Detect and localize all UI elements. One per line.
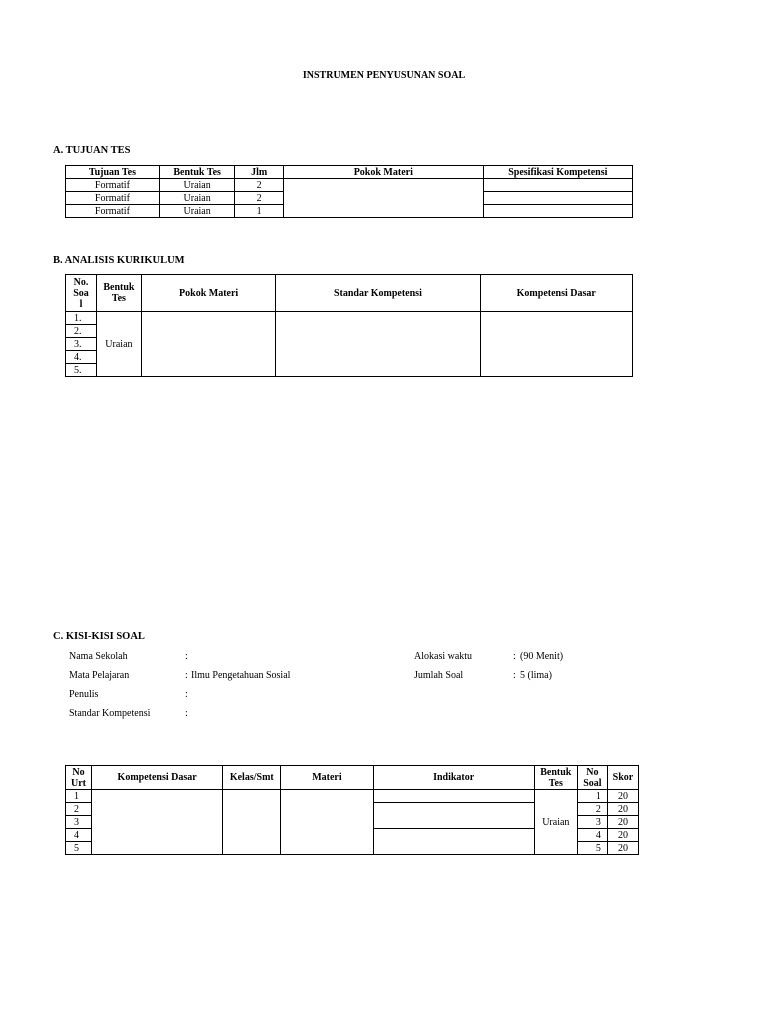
- table-cell: Uraian: [159, 179, 235, 192]
- info-label: Jumlah Soal: [414, 670, 464, 681]
- table-header-row: [66, 166, 633, 179]
- info-value: Ilmu Pengetahuan Sosial: [191, 670, 291, 681]
- skor-cell: 20: [607, 803, 638, 816]
- header-cell: Standar Kompetensi: [276, 275, 480, 312]
- no-soal-cell: 5: [577, 842, 607, 855]
- info-label: Standar Kompetensi: [69, 708, 151, 719]
- table-cell: [483, 205, 632, 218]
- indikator-cell: [373, 790, 534, 803]
- no-soal-cell: 3: [577, 816, 607, 829]
- number-cell: 4.: [66, 351, 97, 364]
- table-cell: Formatif: [66, 192, 160, 205]
- kompetensi-dasar-cell: [480, 312, 633, 377]
- no-urut-cell: 5: [66, 842, 92, 855]
- kompetensi-dasar-cell: [92, 790, 223, 855]
- info-label: Alokasi waktu: [414, 651, 473, 662]
- number-cell: 1.: [66, 312, 97, 325]
- pokok-materi-cell: [141, 312, 275, 377]
- header-cell: Bentuk Tes: [96, 275, 141, 312]
- info-value: (90 Menit): [520, 651, 564, 662]
- info-colon: :: [513, 651, 516, 662]
- materi-cell: [281, 790, 373, 855]
- pokok-materi-cell: [283, 179, 483, 218]
- table-cell: Formatif: [66, 205, 160, 218]
- bentuk-tes-cell: Uraian: [534, 790, 577, 855]
- no-urut-cell: 1: [66, 790, 92, 803]
- table-cell: Formatif: [66, 179, 160, 192]
- table-header-row: [66, 766, 639, 790]
- skor-cell: 20: [607, 829, 638, 842]
- header-cell: No Urt: [66, 766, 92, 790]
- header-cell: No. Soa l: [66, 275, 97, 312]
- no-urut-cell: 3: [66, 816, 92, 829]
- section-b-heading: B. ANALISIS KURIKULUM: [53, 255, 185, 266]
- header-cell: Materi: [281, 766, 373, 790]
- info-colon: :: [185, 670, 188, 681]
- header-cell: Kelas/Smt: [223, 766, 281, 790]
- table-row: [66, 179, 633, 192]
- bentuk-tes-cell: Uraian: [96, 312, 141, 377]
- standar-kompetensi-cell: [276, 312, 480, 377]
- header-cell: Spesifikasi Kompetensi: [483, 166, 632, 179]
- no-soal-cell: 4: [577, 829, 607, 842]
- section-c-heading: C. KISI-KISI SOAL: [53, 631, 145, 642]
- number-cell: 2.: [66, 325, 97, 338]
- header-cell: Tujuan Tes: [66, 166, 160, 179]
- table-cell: [483, 179, 632, 192]
- document-title: INSTRUMEN PENYUSUNAN SOAL: [302, 70, 466, 81]
- header-cell: Bentuk Tes: [534, 766, 577, 790]
- info-colon: :: [185, 651, 188, 662]
- indikator-cell: [373, 803, 534, 829]
- no-urut-cell: 2: [66, 803, 92, 816]
- table-cell: 2: [235, 192, 283, 205]
- no-urut-cell: 4: [66, 829, 92, 842]
- header-cell: No Soal: [577, 766, 607, 790]
- info-label: Mata Pelajaran: [69, 670, 130, 681]
- header-cell: Jlm: [235, 166, 283, 179]
- no-soal-cell: 1: [577, 790, 607, 803]
- table-row: [66, 312, 633, 325]
- table-cell: 1: [235, 205, 283, 218]
- kisi-kisi-table: [65, 765, 639, 855]
- table-header-row: [66, 275, 633, 312]
- kelas-smt-cell: [223, 790, 281, 855]
- table-row: [66, 790, 639, 803]
- info-colon: :: [185, 689, 188, 700]
- info-colon: :: [513, 670, 516, 681]
- info-label: Nama Sekolah: [69, 651, 128, 662]
- skor-cell: 20: [607, 842, 638, 855]
- table-cell: [483, 192, 632, 205]
- table-cell: 2: [235, 179, 283, 192]
- tujuan-tes-table: [65, 165, 633, 218]
- table-cell: Uraian: [159, 205, 235, 218]
- skor-cell: 20: [607, 816, 638, 829]
- header-cell: Indikator: [373, 766, 534, 790]
- header-cell: Skor: [607, 766, 638, 790]
- header-cell: Pokok Materi: [141, 275, 275, 312]
- info-value: 5 (lima): [520, 670, 552, 681]
- header-cell: Pokok Materi: [283, 166, 483, 179]
- indikator-cell: [373, 829, 534, 855]
- analisis-kurikulum-table: [65, 274, 633, 377]
- info-label: Penulis: [69, 689, 99, 700]
- table-cell: Uraian: [159, 192, 235, 205]
- section-a-heading: A. TUJUAN TES: [53, 145, 131, 156]
- info-colon: :: [185, 708, 188, 719]
- number-cell: 3.: [66, 338, 97, 351]
- number-cell: 5.: [66, 364, 97, 377]
- header-cell: Kompetensi Dasar: [480, 275, 633, 312]
- skor-cell: 20: [607, 790, 638, 803]
- header-cell: Bentuk Tes: [159, 166, 235, 179]
- no-soal-cell: 2: [577, 803, 607, 816]
- header-cell: Kompetensi Dasar: [92, 766, 223, 790]
